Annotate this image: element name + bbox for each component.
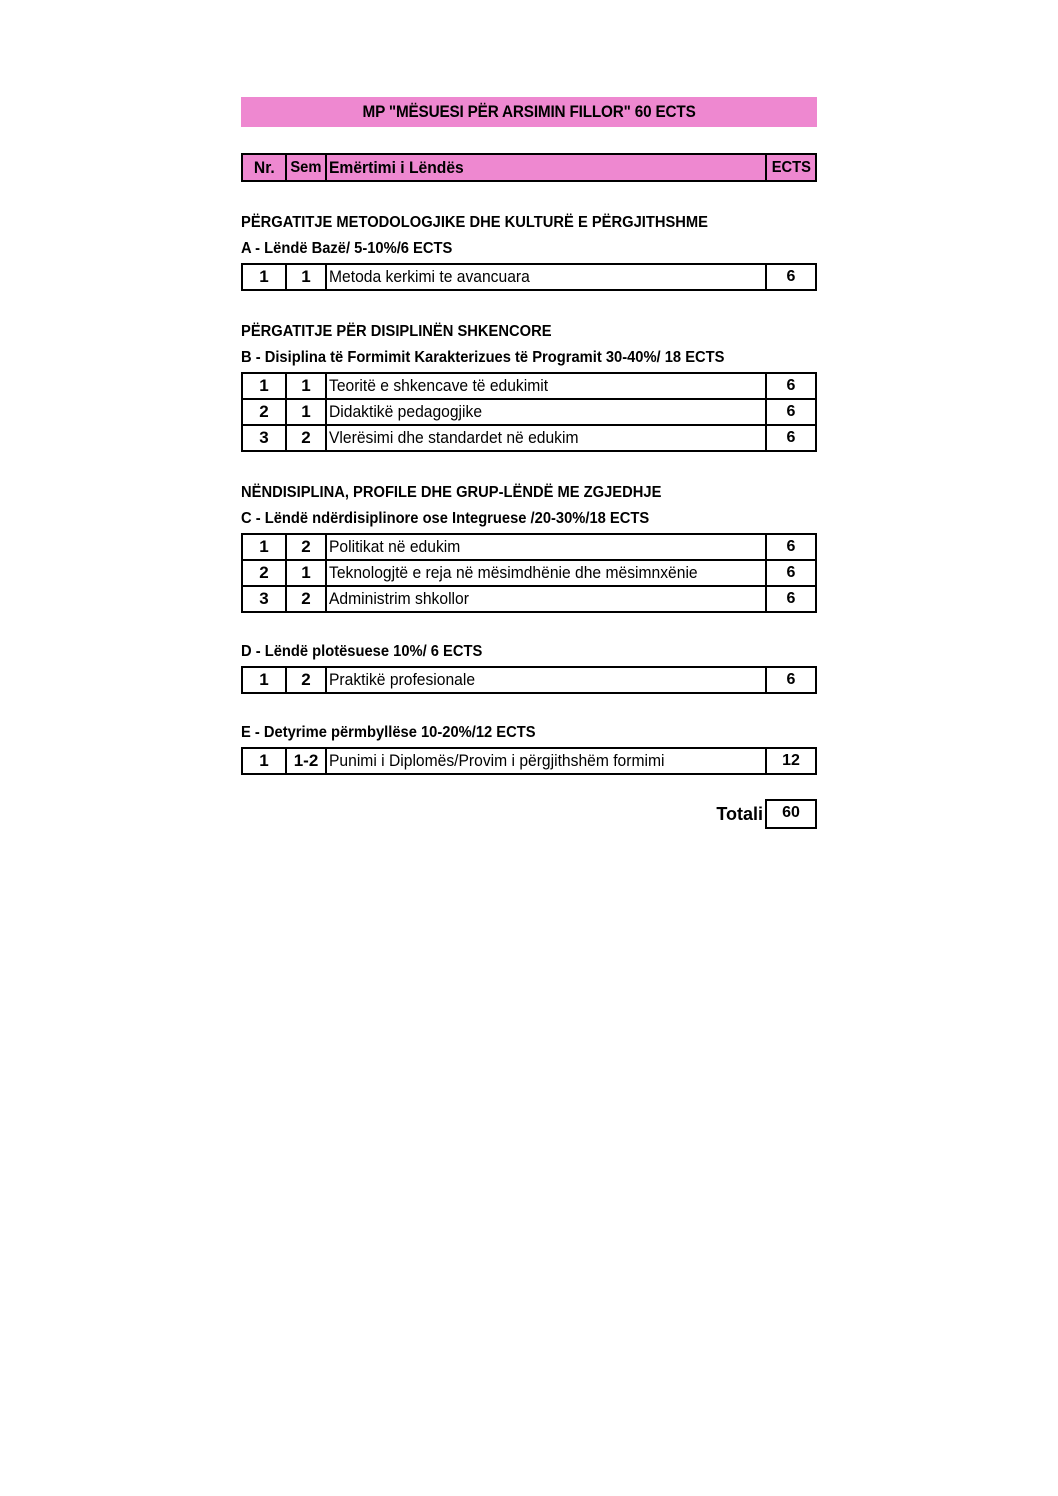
cell-ects: 6 bbox=[766, 534, 816, 560]
cell-ects: 6 bbox=[766, 264, 816, 290]
cell-sem: 2 bbox=[286, 586, 326, 612]
cell-sem: 1-2 bbox=[286, 748, 326, 774]
cell-name: Administrim shkollor bbox=[326, 586, 766, 612]
group-subheading: A - Lëndë Bazë/ 5-10%/6 ECTS bbox=[241, 240, 453, 257]
cell-ects: 6 bbox=[766, 373, 816, 399]
course-table bbox=[241, 747, 817, 775]
cell-nr: 1 bbox=[242, 667, 286, 693]
cell-nr: 3 bbox=[242, 586, 286, 612]
cell-ects: 6 bbox=[766, 560, 816, 586]
table-row bbox=[242, 667, 816, 693]
table-row bbox=[242, 264, 816, 290]
cell-ects: 6 bbox=[766, 399, 816, 425]
table-row bbox=[242, 373, 816, 399]
header-ects: ECTS bbox=[766, 154, 816, 181]
table-row bbox=[242, 399, 816, 425]
cell-sem: 1 bbox=[286, 560, 326, 586]
cell-nr: 2 bbox=[242, 399, 286, 425]
program-title: MP "MËSUESI PËR ARSIMIN FILLOR" 60 ECTS bbox=[241, 97, 817, 127]
table-row bbox=[242, 586, 816, 612]
table-row bbox=[242, 748, 816, 774]
group-subheading: D - Lëndë plotësuese 10%/ 6 ECTS bbox=[241, 643, 483, 660]
column-header bbox=[241, 153, 817, 182]
cell-nr: 3 bbox=[242, 425, 286, 451]
group-subheading: E - Detyrime përmbyllëse 10-20%/12 ECTS bbox=[241, 724, 536, 741]
cell-name: Teknologjtë e reja në mësimdhënie dhe mësimnxënie bbox=[326, 560, 766, 586]
cell-nr: 2 bbox=[242, 560, 286, 586]
cell-sem: 1 bbox=[286, 373, 326, 399]
table-row bbox=[242, 425, 816, 451]
section-heading: NËNDISIPLINA, PROFILE DHE GRUP-LËNDË ME ZGJEDHJE bbox=[241, 484, 662, 501]
cell-sem: 2 bbox=[286, 667, 326, 693]
total-row bbox=[241, 799, 817, 829]
total-value: 60 bbox=[765, 799, 817, 829]
cell-nr: 1 bbox=[242, 534, 286, 560]
cell-name: Politikat në edukim bbox=[326, 534, 766, 560]
course-table bbox=[241, 533, 817, 613]
cell-ects: 12 bbox=[766, 748, 816, 774]
group-subheading: B - Disiplina të Formimit Karakterizues të Programit 30-40%/ 18 ECTS bbox=[241, 349, 725, 366]
cell-nr: 1 bbox=[242, 373, 286, 399]
cell-sem: 2 bbox=[286, 425, 326, 451]
section-heading: PËRGATITJE METODOLOGJIKE DHE KULTURË E PËRGJITHSHME bbox=[241, 214, 709, 231]
cell-nr: 1 bbox=[242, 264, 286, 290]
header-nr: Nr. bbox=[242, 154, 286, 181]
table-row bbox=[242, 560, 816, 586]
cell-name: Metoda kerkimi te avancuara bbox=[326, 264, 766, 290]
cell-ects: 6 bbox=[766, 586, 816, 612]
cell-ects: 6 bbox=[766, 425, 816, 451]
course-table bbox=[241, 666, 817, 694]
cell-name: Praktikë profesionale bbox=[326, 667, 766, 693]
total-label: Totali bbox=[716, 803, 763, 824]
curriculum-document bbox=[241, 97, 817, 829]
cell-nr: 1 bbox=[242, 748, 286, 774]
cell-name: Vlerësimi dhe standardet në edukim bbox=[326, 425, 766, 451]
header-sem: Sem bbox=[286, 154, 326, 181]
cell-sem: 2 bbox=[286, 534, 326, 560]
cell-sem: 1 bbox=[286, 264, 326, 290]
cell-ects: 6 bbox=[766, 667, 816, 693]
cell-name: Punimi i Diplomës/Provim i përgjithshëm formimi bbox=[326, 748, 766, 774]
cell-sem: 1 bbox=[286, 399, 326, 425]
header-name: Emërtimi i Lëndës bbox=[326, 154, 766, 181]
course-table bbox=[241, 263, 817, 291]
table-row bbox=[242, 534, 816, 560]
group-subheading: C - Lëndë ndërdisiplinore ose Integruese /20-30%/18 ECTS bbox=[241, 510, 650, 527]
course-table bbox=[241, 372, 817, 452]
cell-name: Teoritë e shkencave të edukimit bbox=[326, 373, 766, 399]
section-heading: PËRGATITJE PËR DISIPLINËN SHKENCORE bbox=[241, 323, 552, 340]
cell-name: Didaktikë pedagogjike bbox=[326, 399, 766, 425]
